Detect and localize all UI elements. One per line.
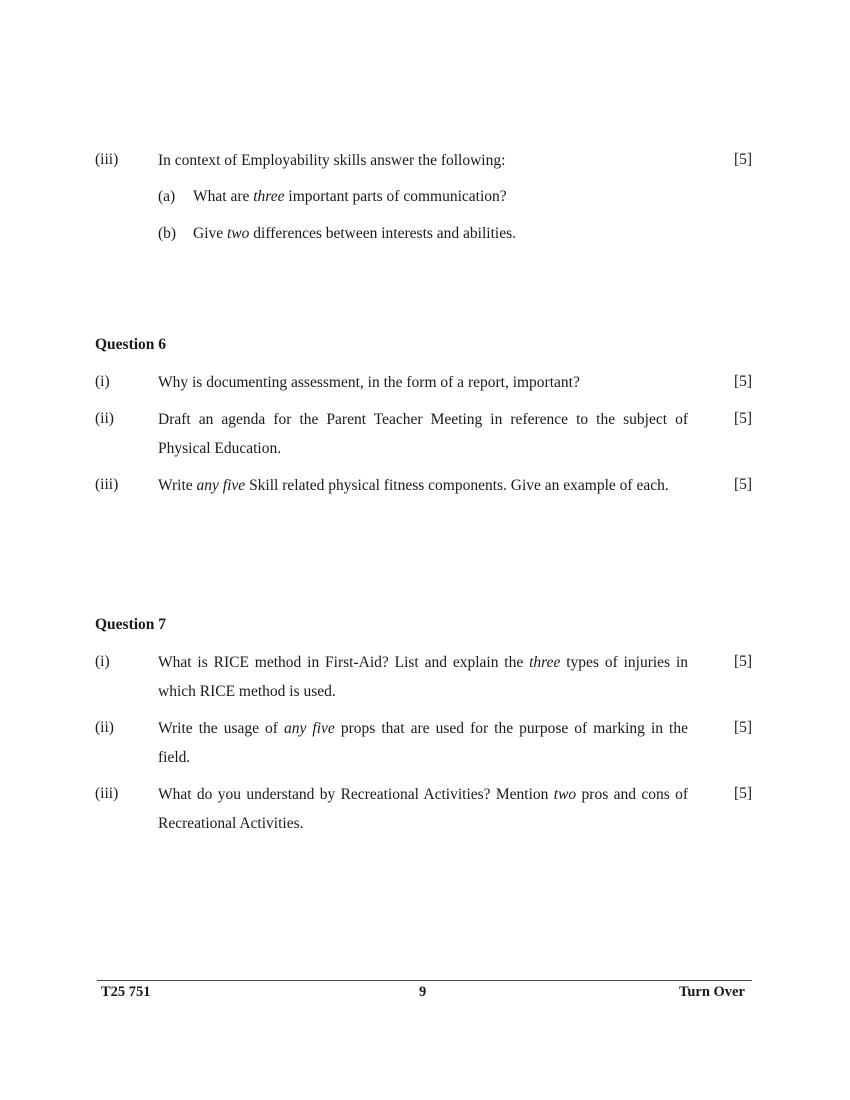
q7-ii-number: (ii) — [95, 719, 114, 736]
q5-iii-b-text: Give two differences between interests and abilities. — [193, 225, 516, 242]
q6-iii-number: (iii) — [95, 476, 119, 493]
q5-iii-number: (iii) — [95, 151, 119, 168]
q7-iii-text: What do you understand by Recreational Activities? Mention two pros and cons of Recreational Activities. — [158, 786, 688, 832]
question-7-heading: Question 7 — [95, 616, 167, 633]
paper-code: T25 751 — [101, 984, 151, 1000]
q7-ii-text: Write the usage of any five props that are used for the purpose of marking in the field. — [158, 720, 688, 766]
q7-i-number: (i) — [95, 653, 110, 670]
q5-iii-b-label: (b) — [158, 225, 177, 242]
q5-iii-a-text: What are three important parts of communication? — [193, 188, 507, 205]
footer-divider — [97, 980, 752, 981]
q7-i-marks: [5] — [734, 653, 753, 670]
question-6-heading: Question 6 — [95, 336, 167, 353]
q6-i-marks: [5] — [734, 373, 753, 390]
q7-iii-number: (iii) — [95, 785, 119, 802]
q6-ii-number: (ii) — [95, 410, 114, 427]
q7-i-text: What is RICE method in First-Aid? List and explain the three types of injuries in which RICE method is used. — [158, 654, 688, 700]
q6-i-text: Why is documenting assessment, in the form of a report, important? — [158, 374, 580, 391]
q5-iii-a-label: (a) — [158, 188, 176, 205]
turn-over: Turn Over — [679, 984, 745, 1000]
q5-iii-marks: [5] — [734, 151, 753, 168]
q7-ii-marks: [5] — [734, 719, 753, 736]
q6-iii-text: Write any five Skill related physical fitness components. Give an example of each. — [158, 477, 669, 494]
q6-iii-marks: [5] — [734, 476, 753, 493]
q6-i-number: (i) — [95, 373, 110, 390]
q7-iii-marks: [5] — [734, 785, 753, 802]
q6-ii-marks: [5] — [734, 410, 753, 427]
page-number: 9 — [419, 984, 427, 1000]
q6-ii-text: Draft an agenda for the Parent Teacher Meeting in reference to the subject of Physical Education. — [158, 411, 688, 457]
q5-iii-text: In context of Employability skills answer the following: — [158, 152, 506, 169]
